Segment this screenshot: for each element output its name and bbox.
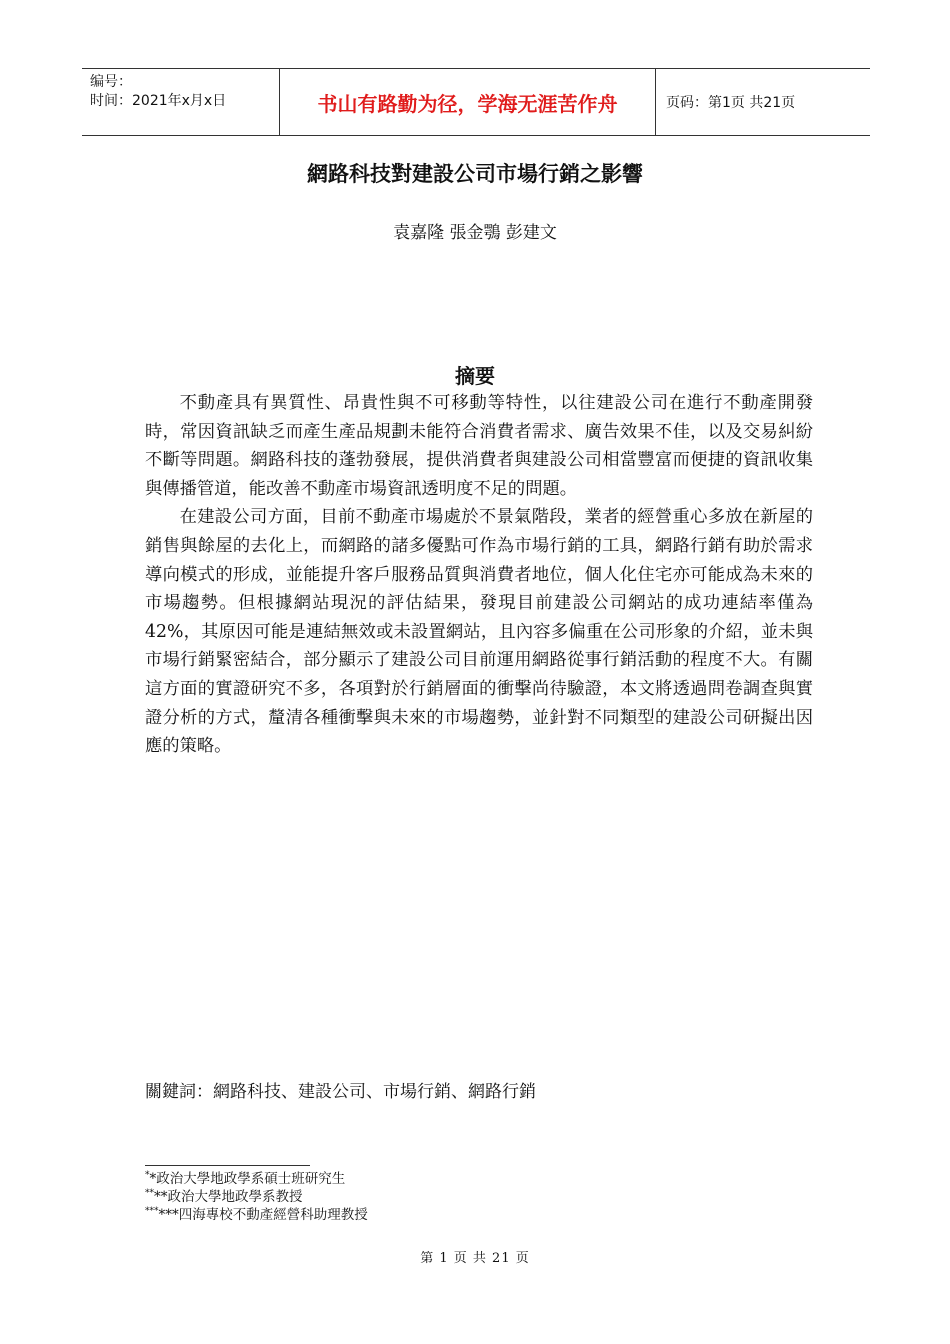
abstract-paragraph: 在建設公司方面，目前不動產市場處於不景氣階段，業者的經營重心多放在新屋的銷售與餘屋的去化上，而網路的諸多優點可作為市場行銷的工具，網路行銷有助於需求導向模式的形成，並能提升客戶服務品質與消費者地位，個人化住宅亦可能成為未來的市場趨勢。但根據網站現況的評估結果，發現目前建設公司網站的成功連結率僅為42%，其原因可能是連結無效或未設置網站，且內容多偏重在公司形象的介紹，並未與市場行銷緊密結合，部分顯示了建設公司目前運用網路從事行銷活動的程度不大。有關這方面的實證研究不多，各項對於行銷層面的衝擊尚待驗證，本文將透過問卷調查與實證分析的方式，釐清各種衝擊與未來的市場趨勢，並針對不同類型的建設公司研擬出因應的策略。 (145, 507, 813, 757)
footnote-item (145, 1170, 368, 1188)
footnote-text: *政治大學地政學系碩士班研究生 (149, 1171, 346, 1187)
footnote-item (145, 1206, 368, 1224)
keywords: 關鍵詞：網路科技、建設公司、市場行銷、網路行銷 (145, 1082, 536, 1102)
footnote-divider (145, 1165, 310, 1166)
header-number-label: 编号： (90, 74, 132, 90)
header-motto: 书山有路勤为径，学海无涯苦作舟 (280, 69, 656, 135)
header-time-label: 时间：2021年x月x日 (90, 93, 227, 109)
footnote-text: ***四海專校不動產經營科助理教授 (158, 1207, 368, 1223)
article-authors: 袁嘉隆 張金鶚 彭建文 (393, 223, 557, 243)
footnotes (145, 1170, 368, 1224)
abstract-paragraph: 不動產具有異質性、昂貴性與不可移動等特性，以往建設公司在進行不動產開發時，常因資訊缺乏而產生產品規劃未能符合消費者需求、廣告效果不佳，以及交易糾紛不斷等問題。網路科技的蓬勃發展，提供消費者與建設公司相當豐富而便捷的資訊收集與傳播管道，能改善不動產市場資訊透明度不足的問題。 (145, 393, 813, 499)
footnote-mark: *** (145, 1206, 159, 1217)
header-meta (82, 69, 280, 135)
abstract-heading: 摘要 (455, 364, 495, 388)
footnote-mark: * (145, 1170, 150, 1181)
page-footer: 第 1 页 共 21 页 (420, 1251, 530, 1266)
abstract-body (145, 389, 813, 761)
header-page-info: 页码：第1页 共21页 (666, 95, 796, 111)
footnote-text: **政治大學地政學系教授 (154, 1189, 303, 1205)
article-title: 網路科技對建設公司市場行銷之影響 (307, 161, 643, 186)
footnote-mark: ** (145, 1188, 154, 1199)
footnote-item (145, 1188, 368, 1206)
page-header (82, 68, 870, 136)
